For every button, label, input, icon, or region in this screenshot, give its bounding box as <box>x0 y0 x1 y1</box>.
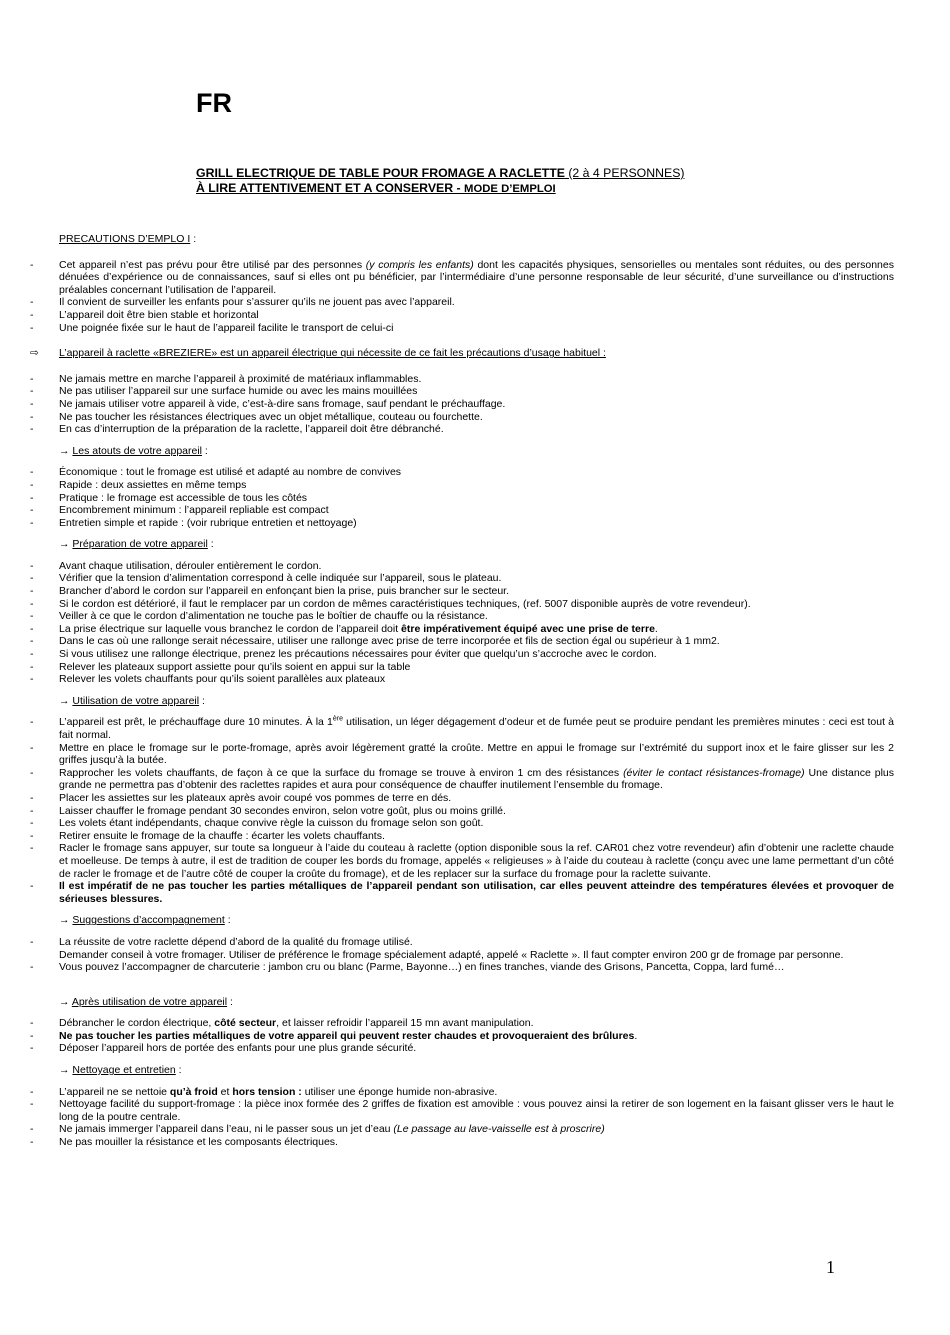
list-item: - Ne jamais immerger l’appareil dans l’eau, ni le passer sous un jet d’eau (Le passage au lave-vaisselle est à proscrire) <box>30 1123 605 1136</box>
suggestions-heading: → Suggestions d’accompagnement : <box>59 914 231 927</box>
list-item: - En cas d’interruption de la préparation de la raclette, l’appareil doit être débranché. <box>30 423 444 436</box>
document-subtitle <box>196 181 556 195</box>
list-item: - Ne jamais mettre en marche l’appareil à proximité de matériaux inflammables. <box>30 372 422 385</box>
arrow-right-icon: → <box>59 995 70 1008</box>
page-number: 1 <box>826 1257 835 1277</box>
list-item: - Racler le fromage sans appuyer, sur toute sa longueur à l’aide du couteau à raclette (option disponible sous la ref. CAR01 chez votre revendeur) afin d’obtenir une raclette chaude et moelleuse. De temps à autre, il est de tradition de couper les bords du fromage, appelés « religieuses » à l’aide du couteau à raclette (conçu avec une lame permettant d’un côté de racler le fromage et de l’autre côté de couper la croûte du fromage), et de les replacer sur la surface du fromage pour la raclette suivante. <box>30 842 894 880</box>
list-item: - Placer les assiettes sur les plateaux après avoir coupé vos pommes de terre en dés. <box>30 791 452 804</box>
list-item: - L’appareil est prêt, le préchauffage dure 10 minutes. À la 1ère utilisation, un léger dégagement d’odeur et de fumée peut se produire pendant les premières minutes : ceci est tout à fait normal. <box>30 715 894 741</box>
list-item: - Retirer ensuite le fromage de la chauffe : écarter les volets chauffants. <box>30 829 385 842</box>
subtitle-rest: MODE D’EMPLOI <box>464 183 556 195</box>
subtitle-bold: À LIRE ATTENTIVEMENT ET A CONSERVER - <box>196 181 465 195</box>
list-item: - Il convient de surveiller les enfants pour s’assurer qu’ils ne jouent pas avec l’appareil. <box>30 296 455 309</box>
list-item: - Encombrement minimum : l’appareil repliable est compact <box>30 504 329 517</box>
apres-heading: → Après utilisation de votre appareil : <box>59 995 233 1008</box>
list-item: - L’appareil doit être bien stable et horizontal <box>30 308 259 321</box>
list-item: - Veiller à ce que le cordon d’alimentation ne touche pas le boîtier de chauffe ou la résistance. <box>30 610 488 623</box>
utilisation-heading: → Utilisation de votre appareil : <box>59 694 205 707</box>
list-item: - Mettre en place le fromage sur le porte-fromage, après avoir légèrement gratté la croûte. Mettre en appui le fromage sur l’extrémité du support inox et le faire glisser sur les 2 griffes jusqu’à la butée. <box>30 741 894 767</box>
nettoyage-heading: → Nettoyage et entretien : <box>59 1064 182 1077</box>
list-item: - La réussite de votre raclette dépend d’abord de la qualité du fromage utilisé. Demander conseil à votre fromager. Utiliser de préférence le fromage spécialement adapté, appelé « Raclette ». Il faut compter environ 200 gr de fromage par personne. <box>30 935 844 961</box>
list-item: - Ne pas utiliser l’appareil sur une surface humide ou avec les mains mouillées <box>30 385 418 398</box>
arrow-right-icon: ⇨ <box>30 347 39 360</box>
arrow-right-icon: → <box>59 1064 70 1077</box>
language-code: FR <box>196 88 232 118</box>
notice-line: ⇨ L’appareil à raclette «BREZIERE» est un appareil électrique qui nécessite de ce fait les précautions d’usage habituel : <box>30 347 606 360</box>
list-item: - Relever les volets chauffants pour qu’ils soient parallèles aux plateaux <box>30 673 386 686</box>
title-main: GRILL ELECTRIQUE DE TABLE POUR FROMAGE A RACLETTE <box>196 166 565 180</box>
list-item: - Vous pouvez l’accompagner de charcuterie : jambon cru ou blanc (Parme, Bayonne…) en fines tranches, viande des Grisons, Pancetta, Coppa, lard fumé… <box>30 961 785 974</box>
list-item: - Pratique : le fromage est accessible de tous les côtés <box>30 491 308 504</box>
list-item: - Vérifier que la tension d’alimentation correspond à celle indiquée sur l’appareil, sous le plateau. <box>30 572 502 585</box>
list-item: - Économique : tout le fromage est utilisé et adapté au nombre de convives <box>30 466 402 479</box>
list-item: - Brancher d’abord le cordon sur l’appareil en enfonçant bien la prise, puis brancher sur le secteur. <box>30 585 510 598</box>
list-item: - Si vous utilisez une rallonge électrique, prenez les précautions nécessaires pour éviter que quelqu’un s’accroche avec le cordon. <box>30 648 657 661</box>
preparation-heading: → Préparation de votre appareil : <box>59 538 214 551</box>
list-item: - Une poignée fixée sur le haut de l’appareil facilite le transport de celui-ci <box>30 321 394 334</box>
list-item: - Avant chaque utilisation, dérouler entièrement le cordon. <box>30 559 322 572</box>
list-item: - Les volets étant indépendants, chaque convive règle la cuisson du fromage selon son goût. <box>30 817 484 830</box>
list-item: - Débrancher le cordon électrique, côté secteur, et laisser refroidir l’appareil 15 mn avant manipulation. <box>30 1017 534 1030</box>
document-title <box>196 166 685 180</box>
list-item: - Relever les plateaux support assiette pour qu’ils soient en appui sur la table <box>30 660 411 673</box>
list-item: - Cet appareil n’est pas prévu pour être utilisé par des personnes (y compris les enfants) dont les capacités physiques, sensorielles ou mentales sont réduites, ou des personnes dénuées d’expérience ou de connaissances, sauf si elles ont pu bénéficier, par l’intermédiaire d’une personne responsable de leur sécurité, d’une surveillance ou d’instructions préalables concernant l’utilisation de l’appareil. <box>30 258 894 296</box>
list-item: - Entretien simple et rapide : (voir rubrique entretien et nettoyage) <box>30 516 357 529</box>
arrow-right-icon: → <box>59 914 70 927</box>
list-item: - Dans le cas où une rallonge serait nécessaire, utiliser une rallonge avec prise de terre incorporée et fils de section égal ou supérieur à 1 mm2. <box>30 635 720 648</box>
title-persons: (2 à 4 PERSONNES) <box>564 166 685 180</box>
list-item: - Rapide : deux assiettes en même temps <box>30 478 247 491</box>
arrow-right-icon: → <box>59 694 70 707</box>
document-body <box>30 233 894 1149</box>
list-item: - Ne pas toucher les résistances électriques avec un objet métallique, couteau ou fourchette. <box>30 410 483 423</box>
arrow-right-icon: → <box>59 538 70 551</box>
list-item: - La prise électrique sur laquelle vous branchez le cordon de l’appareil doit être impérativement équipé avec une prise de terre. <box>30 622 658 635</box>
list-item: - Ne pas mouiller la résistance et les composants électriques. <box>30 1136 338 1149</box>
list-item: - Rapprocher les volets chauffants, de façon à ce que la surface du fromage se trouve à environ 1 cm des résistances (éviter le contact résistances-fromage) Une distance plus grande ne permettra pas d’obtenir des raclettes rapides et aura pour conséquence de chauffer inutilement l’ensemble du fromage. <box>30 766 894 792</box>
list-item: - Déposer l’appareil hors de portée des enfants pour une plus grande sécurité. <box>30 1042 417 1055</box>
arrow-right-icon: → <box>59 444 70 457</box>
list-item: - Si le cordon est détérioré, il faut le remplacer par un cordon de mêmes caractéristiques techniques, (ref. 5007 disponible auprès de votre revendeur). <box>30 597 751 610</box>
list-item: - Ne jamais utiliser votre appareil à vide, c’est-à-dire sans fromage, sauf pendant le préchauffage. <box>30 397 506 410</box>
list-item: - Nettoyage facilité du support-fromage : la pièce inox formée des 2 griffes de fixation est amovible : vous pouvez ainsi la retirer de son logement en la faisant glisser vers le haut le long de la poutre centrale. <box>30 1098 894 1123</box>
atouts-heading: → Les atouts de votre appareil : <box>59 444 208 457</box>
list-item: - Ne pas toucher les parties métalliques de votre appareil qui peuvent rester chaudes et provoqueraient des brûlures. <box>30 1029 638 1042</box>
list-item: - L’appareil ne se nettoie qu’à froid et hors tension : utiliser une éponge humide non-abrasive. <box>30 1085 498 1098</box>
list-item: - Laisser chauffer le fromage pendant 30 secondes environ, selon votre goût, plus ou moins grillé. <box>30 804 506 817</box>
list-item: - Il est impératif de ne pas toucher les parties métalliques de l’appareil pendant son utilisation, car elles peuvent atteindre des températures élevées et provoquer de sérieuses blessures. <box>30 880 894 905</box>
precautions-heading: PRECAUTIONS D’EMPLO I : <box>59 233 197 245</box>
